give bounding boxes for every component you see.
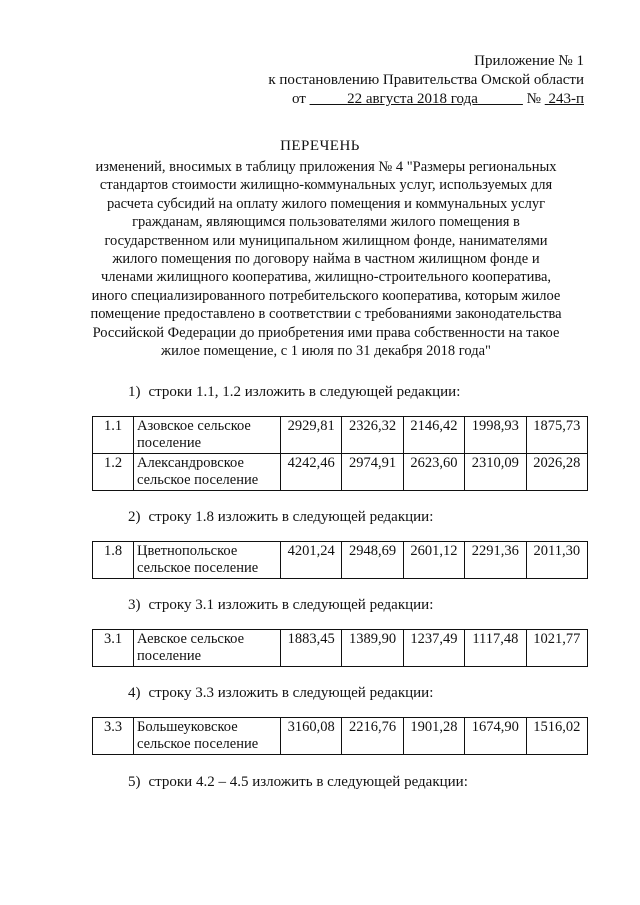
row-value: 2601,12 [403, 542, 464, 579]
resolution-number: 243-п [548, 91, 584, 107]
row-value: 2216,76 [342, 718, 403, 755]
row-value: 1117,48 [465, 630, 526, 667]
row-name: Большеуковское сельское поселение [134, 718, 281, 755]
item-1-table [92, 416, 588, 491]
item-4-caption: 4) строку 3.3 изложить в следующей редакции: [128, 685, 434, 701]
row-value: 2310,09 [465, 454, 526, 491]
row-value: 1237,49 [403, 630, 464, 667]
row-value: 2948,69 [342, 542, 403, 579]
appendix-header [268, 52, 584, 109]
row-value: 1021,77 [526, 630, 587, 667]
item-4-table [92, 717, 588, 755]
row-value: 2623,60 [403, 454, 464, 491]
row-value: 2929,81 [281, 417, 342, 454]
document-title: ПЕРЕЧЕНЬ [280, 138, 360, 154]
row-value: 2291,36 [465, 542, 526, 579]
row-value: 1389,90 [342, 630, 403, 667]
item-3-caption: 3) строку 3.1 изложить в следующей редакции: [128, 597, 434, 613]
item-2-caption: 2) строку 1.8 изложить в следующей редакции: [128, 509, 434, 525]
row-value: 3160,08 [281, 718, 342, 755]
row-code: 3.3 [93, 718, 134, 755]
resolution-date: 22 августа 2018 года [347, 91, 478, 107]
row-value: 1674,90 [465, 718, 526, 755]
row-value: 1901,28 [403, 718, 464, 755]
row-code: 1.1 [93, 417, 134, 454]
row-value: 4242,46 [281, 454, 342, 491]
from-label: от [291, 91, 306, 107]
item-2-table [92, 541, 588, 579]
appendix-title: Приложение № 1 [474, 53, 584, 69]
table-row [93, 417, 588, 454]
row-name: Азовское сельское поселение [134, 417, 281, 454]
document-description: изменений, вносимых в таблицу приложения № 4 "Размеры региональных стандартов стоимости жилищно-коммунальных услуг, используемых для расчета субсидий на оплату жилого помещения и коммунальных услуг гражданам, являющимся пользователями жилого помещения в государственном или муниципальном жилищном фонде, нанимателями жилого помещения по договору найма в частном жилищном фонде и членами жилищного кооператива, жилищно-строительного кооператива, иного специализированного потребительского кооператива, которым жилое помещение предоставлено в соответствии с требованиями законодательства Российской Федерации до приобретения ими права собственности на такое жилое помещение, с 1 июля по 31 декабря 2018 года" [90, 159, 562, 360]
row-value: 1875,73 [526, 417, 587, 454]
row-value: 2026,28 [526, 454, 587, 491]
table-row [93, 542, 588, 579]
row-value: 2011,30 [526, 542, 587, 579]
row-code: 1.8 [93, 542, 134, 579]
row-code: 1.2 [93, 454, 134, 491]
item-3-table [92, 629, 588, 667]
table-row [93, 630, 588, 667]
row-value: 2146,42 [403, 417, 464, 454]
row-code: 3.1 [93, 630, 134, 667]
table-row [93, 454, 588, 491]
row-value: 1516,02 [526, 718, 587, 755]
row-value: 2326,32 [342, 417, 403, 454]
item-5-caption: 5) строки 4.2 – 4.5 изложить в следующей редакции: [128, 774, 468, 790]
appendix-reference: к постановлению Правительства Омской области [268, 72, 584, 88]
row-value: 2974,91 [342, 454, 403, 491]
row-value: 4201,24 [281, 542, 342, 579]
row-name: Александровское сельское поселение [134, 454, 281, 491]
row-name: Цветнопольское сельское поселение [134, 542, 281, 579]
row-value: 1883,45 [281, 630, 342, 667]
row-value: 1998,93 [465, 417, 526, 454]
number-label: № [526, 91, 541, 107]
appendix-date-line [268, 90, 584, 109]
item-1-caption: 1) строки 1.1, 1.2 изложить в следующей редакции: [128, 384, 461, 400]
row-name: Аевское сельское поселение [134, 630, 281, 667]
table-row [93, 718, 588, 755]
